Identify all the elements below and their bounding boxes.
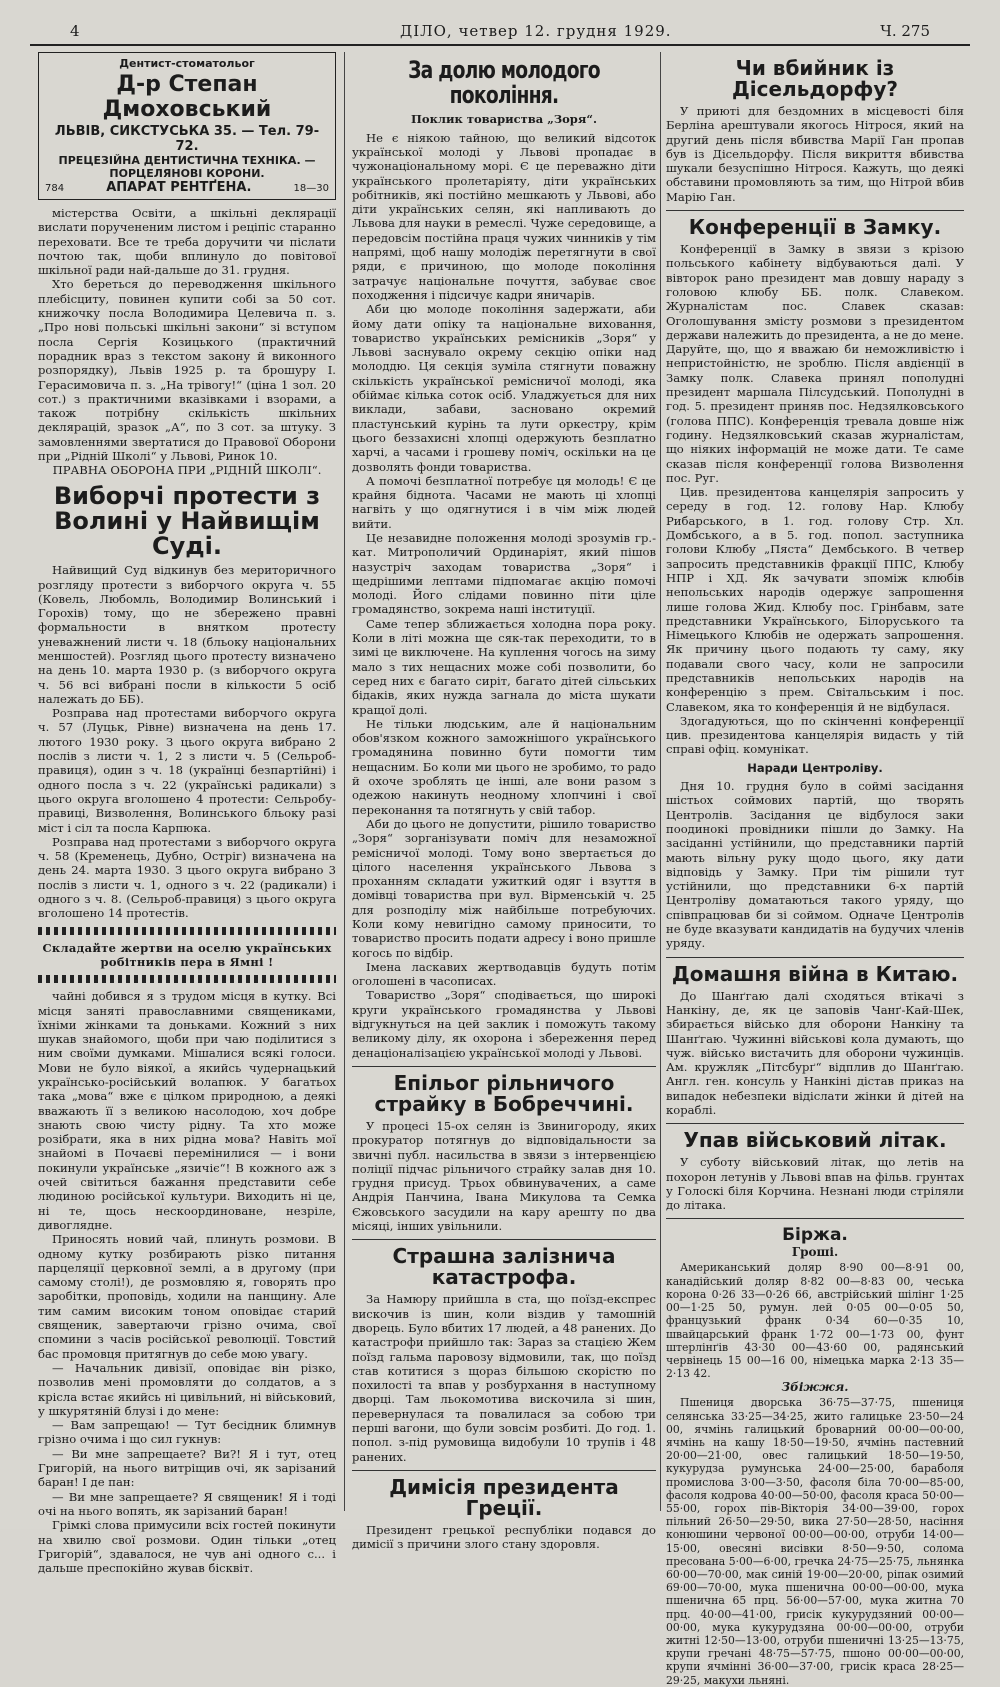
ad-footer: [45, 180, 329, 195]
column-2: [352, 52, 656, 1552]
article-paragraph: Розправа над протестами з виборчого округа ч. 58 (Кременець, Дубно, Остріг) визначена на день 24. марта 1930. З цього округа вибрано 3 послів з листи ч. 1, одного з ч. 22 (радикали) і одного з ч. 8. (Сельроб-правиця) з цього округа вголошено 14 протестів.: [38, 834, 336, 921]
subheadline: Поклик товариства „Зоря“.: [411, 112, 597, 127]
ad-title: Дентист-стоматольог: [119, 57, 255, 70]
column-3: [666, 52, 964, 1687]
article-paragraph: Здогадуються, що по скінченні конференції цив. президентова канцелярія видасть у тій справі офіц. комунікат.: [666, 713, 964, 757]
masthead-line: ДІЛО, четвер 12. грудня 1929.: [400, 22, 672, 40]
issue-number: Ч. 275: [880, 22, 930, 40]
section-divider: [666, 1123, 964, 1124]
article-paragraph: Імена ласкавих жертводавців будуть потім оголошені в часописах.: [352, 959, 656, 989]
article-paragraph: Президент грецької республіки подався до димісії з причини злого стану здоровля.: [352, 1522, 656, 1552]
headline-castle-conferences: Конференції в Замку.: [688, 215, 942, 240]
article-paragraph: У приюті для бездомних в місцевості біля Берліна арештували якогось Нітрося, який на другий день після вбивства Марії Ган пропав був із Дісельдорфу. Після викриття вбивства шукали безуспішно Нітрося. Кажуть, що деякі обставини промовляють за тим, що Нітрой вбив Марію Ган.: [666, 104, 964, 204]
article-paragraph: Приносять новий чай, плинуть розмови. В одному кутку розбирають різко питання парцеляції церковної землі, а в другому (при самому столі!), де розмовляю я, говорять про заробітки, проповідь, ходили на панщину. Але тим самим високим тоном оповідає старий священик, завертаючи грізно очима, свої спомини з часів російської революції. Товстий бас промовця притягнув до себе мою увагу.: [38, 1232, 336, 1361]
section-divider: [352, 1470, 656, 1471]
article-signature: ПРАВНА ОБОРОНА ПРИ „РІДНІЙ ШКОЛІ“.: [52, 463, 322, 478]
section-divider: [666, 1218, 964, 1219]
page-number: 4: [70, 22, 80, 40]
article-paragraph: Товариство „Зоря“ сподівається, що широкі круги українського громадянства у Львові відгукнуться на цей заклик і поможуть такому великому ділу, як охорона і збереження перед денаціоналізацією української молоді у Львові.: [352, 988, 656, 1060]
ad-xray: АПАРАТ РЕНТҐЕНА.: [106, 180, 252, 195]
article-paragraph: А помочі безплатної потребує ця молодь! Є це крайня біднота. Часами не мають ці хлопці нагвіть у що одягнутися і в чім між людей вийти.: [352, 473, 656, 531]
subheading-centroliv: Наради Центроліву.: [747, 760, 883, 775]
exchange-money-text: Американський доляр 8·90 00—8·91 00, канадійський доляр 8·82 00—8·83 00, чеська корона 0·26 33—0·26 66, австрійський шілінг 1·25 00—1·25 50, румун. лей 0·05 00—0·05 50, французький франк 0·34 60—0·35 10, швайцарський франк 1·72 00—1·73 00, фунт штерлінґів 43·30 00—43·60 00, радянський червінець 15 00—16 00, німецька марка 2·13 35—2·13 42.: [666, 1261, 964, 1381]
ornament-divider: [38, 927, 336, 935]
donation-notice: Складайте жертви на оселю українських робітників пера в Ямні !: [42, 940, 332, 969]
section-divider: [666, 210, 964, 211]
section-divider: [666, 957, 964, 958]
headline-young-generation: За долю молодого покоління.: [408, 56, 600, 110]
column-rule: [660, 52, 661, 1511]
page-header: [30, 22, 970, 46]
headline-strike-epilogue: Епільог рільничого страйку в Бобреччині.: [374, 1070, 634, 1116]
article-paragraph: У процесі 15-ох селян із Звинигороду, яких прокуратор потягнув до відповідальности за звичні публ. насильства в звязи з інтервенцією поліції підчас рільничого страйку залав дня 10. грудня присуд. Трьох обвинувачених, а саме Андрія Панчина, Івана Микулова та Семка Єжовського засудили на кару арешту по два місяці, інших увільнили.: [352, 1118, 656, 1234]
article-paragraph: Конференції в Замку в звязи з крізою польського кабінету відбуваються далі. У вівторок рано президент мав довшу нараду з головою клюбу ББ. полк. Славеком. Журналістам пос. Славек сказав: Оголошування змісту розмови з президентом держави належить до президента, а не до мене. Даруйте, що, що я вважаю би неможливістю і непристойністю, не зроблю. Після авдієнції в Замку полк. Славека принял пополудні президент маршала Пілсудський. Пополудні в год. 5. президент приняв пос. Недзялковського (голова ППС). Конференція тревала довше ніж годину. Недзялковський сказав журналістам, що ніяких інформацій не може дати. Те саме сказав після конференції голова Визволення пос. Руг.: [666, 242, 964, 485]
article-paragraph: Дня 10. грудня було в соймі засідання шістьох соймових партій, що творять Центролів. Засідання це відбулося заки поодинокі провідники пішли до Замку. На засіданні устійнили, що представники партій мають вільну руку щодо цього, яку дати відповідь у Замку. При тім рішили тут устійнили, що представники 6-х партій Центроліву доматаються такого уряду, що співпрацював би зі соймом. Одначе Центролів не буде вказувати кандидатів на будучих членів уряду.: [666, 779, 964, 951]
exchange-money-subtitle: Гроші.: [791, 1245, 839, 1260]
column-rule: [344, 52, 345, 1511]
ad-address: ЛЬВІВ, СИКСТУСЬКА 35. — Тел. 79-72.: [54, 124, 320, 154]
exchange-title: Біржа.: [782, 1225, 848, 1246]
article-paragraph: Це незавидне положення молоді зрозумів гр.-кат. Митрополичий Ординаріят, який пішов назустріч заходам товариства „Зоря“ і щедрішими лептами підпомагає акцію помочі молоді. Його слідами повинно піти ціле громадянство, зокрема наші інституції.: [352, 530, 656, 617]
headline-china-war: Домашня війна в Китаю.: [671, 961, 959, 986]
exchange-grain-subtitle: Збіжжя.: [781, 1380, 849, 1395]
section-divider: [352, 1239, 656, 1240]
article-paragraph: Найвищий Суд відкинув без мериторичного розгляду протести з виборчого округа ч. 55 (Ковель, Любомль, Володимир Волинський і Горохів) тому, що не збережено правні формальности в внятком протесту уневажнений листи ч. 18 (бльоку національних меншостей). Розгляд цього протесту визначено на день 10. марта 1930 р. (з виборчого округа ч. 56 всі вибрані посли в кількости 5 осіб належать до ББ).: [38, 563, 336, 706]
headline-plane-crash: Упав військовий літак.: [683, 1128, 947, 1153]
ad-name: Д-р Степан Дмоховський: [102, 72, 272, 122]
article-paragraph: Не є ніякою тайною, що великий відсоток української молоді у Львові пропадає в чужонаціональному морі. Є це переважно діти українського пролетаріяту, діти українських робітників, які постійно мешкають у Львові, або діти українських селян, які напливають до Львова для науки в ремеслі. Чуже середовище, а передовсім постійна праця чужих чинників у тім напрямі, щоб нашу молодіж перетягнути в свої ряди, є причиною, що молоде покоління затрачує національне почуття, забуває своє походження і підсичує кадри яничарів.: [352, 130, 656, 302]
ornament-divider: [38, 975, 336, 983]
dentist-advertisement: [38, 52, 336, 200]
exchange-section: [666, 1225, 964, 1686]
article-paragraph: Саме тепер зближається холодна пора року. Коли в літі можна ще сяк-так переходити, то в зимі це виключене. На куплення чогось на зиму мало з тих нещасних може собі позволити, бо серед них є багато сиріт, багато дітей сільських бідаків, яких нужда загнала до міста шукати кращої долі.: [352, 616, 656, 717]
article-paragraph: До Шанґгаю далі сходяться втікачі з Нанкіну, де, як це заповів Чанґ-Кай-Шек, збирається військо для оборони Нанкіну та Шанґгаю. Чужинні військові кола думають, що чуж. військо вистачить для оборони чужинців. Ам. кружляк „Пітсбурґ“ відплив до Шанґгаю. Англ. ген. консуль у Нанкіні дістав приказ на випадок небезпеки відіслати жінки й дітей на кораблі.: [666, 988, 964, 1117]
column-1: [38, 52, 336, 1576]
ad-services: ПРЕЦЕЗІЙНА ДЕНТИСТИЧНА ТЕХНІКА. — ПОРЦЕЛЯНОВІ КОРОНИ.: [58, 154, 316, 180]
exchange-grain-text: Пшениця дворська 36·75—37·75, пшениця селянська 33·25—34·25, жито галицьке 23·50—24 00, ячмінь галицький броварний 00·00—00·00, ячмінь на кашу 18·50—19·50, ячмінь пастевний 20·00—21·00, овес галицький 18·50—19·50, кукурудза румунська 24·00—25·00, бараболя промислова 3·00—3·50, фасоля біла 70·00—85·00, фасоля кодрова 40·00—50·00, фасоля краса 50·00—55·00, горох пів-Вікторія 34·00—39·00, горох пільний 26·50—29·50, вика 27·50—28·50, насіння конюшини червоної 00·00—00·00, отруби 14·00—15·00, овесяні висівки 8·50—9·50, солома пресована 5·00—6·00, гречка 24·75—25·75, льнянка 60·00—70·00, мак синій 19·00—20·00, ріпак озимий 69·00—70·00, мука пшенична 00·00—00·00, мука пшенична 65 прц. 56·00—57·00, мука житна 70 прц. 40·00—41·00, грисік кукурудзяний 00·00—00·00, мука кукурудзяна 00·00—00·00, отруби житні 12·50—13·00, отруби пшеничні 13·25—13·75, крупи гречані 48·75—57·75, пшоно 00·00—00·00, крупи ячмінні 36·00—37·00, грисік краса 28·25—29·25, макухи льняні.: [666, 1396, 964, 1687]
article-paragraph: За Намюру прийшла в ста, що поїзд-експрес вискочив із шин, коли віздив у тамошній дворець. Було вбитих 17 людей, а 48 ранених. До катастрофи прийшло так: Зараз за стацією Жем поїзд гальма паровозу відмовили, так, що поїзд став котитися з щораз більшою скорістю по похилості та впав у розбурхання в наступному дворці. Там льокомотива вискочила зі шин, перевернулася та повалилася за собою три перші вагони, що були зовсім розбиті. До год. 1. попол. з-під румовища видобули 10 трупів і 48 ранених.: [352, 1292, 656, 1464]
article-paragraph: — Начальник дивізії, оповідає він різко, позволив мені промовляти до солдатов, а з крісла встає якийсь ні цивільний, ні військовий, у шкурятяній блузі і до мене:: [38, 1360, 336, 1418]
article-paragraph: Аби цю молоде покоління задержати, аби йому дати опіку та національне виховання, товариство українських ремісників „Зоря“ у Львові заснувало окрему секцію опіки над молоддю. Ця секція зуміла стягнути поважну скількість української ремісничої молоді, яка обіймає кілька соток осіб. Уладжується для них виклади, забави, засновано окремий пластунський курінь та лути оркестру, крім цього беззахисні хлопці одержують безплатно харчі, а часами і грошеву поміч, оскільки на це дозволять фонди товариства.: [352, 302, 656, 474]
article-paragraph: — Ви мне запрещаете? Ви?! Я і тут, отец Григорій, на нього витріщив очі, як зарізаний баран! І де пан:: [38, 1446, 336, 1490]
article-paragraph: — Вам запрещаю! — Тут бесідник блимнув грізно очима і що сил гукнув:: [38, 1418, 336, 1447]
article-paragraph: У суботу військовий літак, що летів на похорон летунів у Львові впав на фільв. грунтах у Голоскі біля Корчина. Незнані люди стріляли до літака.: [666, 1155, 964, 1213]
headline-dusseldorf: Чи вбийник із Дісельдорфу?: [731, 56, 899, 101]
article-paragraph: Хто береться до переводження шкільного плебісциту, повинен купити собі за 50 сот. книжочку посла Володимира Целевича п. з. „Про нові польські шкільні закони“ зі вступом посла Сергія Козицького (практичний порадник враз з текстом закону й виконного розпорядку), Львів 1925 р. та брошуру І. Герасимовича п. з. „На трівогу!“ (ціна 1 зол. 20 сот.) з практичними вказівками і взорами, а також потрібну скількість шкільних деклярацій, зразок „А“, по 3 сот. за штуку. З замовленнями звертатися до Правової Оборони при „Рідній Школі“ у Львові, Ринок 10.: [38, 277, 336, 464]
article-paragraph: містерства Освіти, а шкільні деклярації вислати поручененим листом і реціпіс старанно переховати. Все те треба доручити чи післати почтою так, щоби вплинуло до повітової шкільної ради най-дальше до 31. грудня.: [38, 206, 336, 278]
ad-left-num: 784: [45, 183, 65, 194]
article-paragraph: Розправа над протестами виборчого округа ч. 57 (Луцьк, Рівне) визначена на день 17. лютого 1930 року. З цього округа вибрано 2 послів з листи ч. 1, 2 з листи ч. 5 (Сельроб-правиця), один з ч. 18 (українці безпартійні) і одного посла з ч. 22 (українські радикали) з цього округа вголошено 4 протести: Сельробу-правиці, Визволення, Волинського бльоку разі міст і сіл та посла Карпюка.: [38, 706, 336, 835]
headline-greek-president: Димісія президента Греції.: [389, 1474, 619, 1520]
headline-rail-catastrophe: Страшна залізнича катастрофа.: [392, 1244, 616, 1290]
article-paragraph: Не тільки людським, але й національним обов'язком кожного заможнішого українського громадянина повинно бути помогти тим нещасним. Бо коли ми цього не зробимо, то радо й охоче зроблять це інші, але вони разом з одежою накинуть неодному хлопчині і свої переконання та потягнуть у свій табор.: [352, 716, 656, 817]
article-paragraph: — Ви мне запрещаете? Я священик! Я і тоді очі на нього вопять, як зарізаний баран!: [38, 1489, 336, 1518]
article-paragraph: Грімкі слова примусили всіх гостей покинути на хвилю свої розмови. Один тільки „отец Григорій“, здавалося, не чув ані одного с... і дальше преспокійно жував бісквіт.: [38, 1518, 336, 1576]
ad-right-num: 18—30: [293, 183, 329, 194]
article-paragraph: Аби до цього не допустити, рішило товариство „Зоря“ зорганізувати поміч для незаможної ремісничої молоді. Тому воно звертається до цілого населення українського Львова з проханням складати ужиткий одяг і взуття в домівці товариства при вул. Вірменській ч. 25 для розподілу між найбільше потребуючих. Коли кому невигідно самому приносити, то товариство просить подати адресу і воно пришле когось по відбір.: [352, 816, 656, 960]
headline-volyn-protests: Виборчі протести з Волині у Найвищім Суді.: [53, 481, 321, 561]
article-paragraph: чайні добився я з трудом місця в кутку. Всі місця заняті православними священиками, їхніми жінками та доньками. Кожний з них шукав знайомого, щоби при чаю поділитися з ним своїми думками. Мішалися всякі голоси. Мови не було віякої, а якийсь чудернацький українсько-російський волапюк. У багатьох така „мова“ вже є цілком природною, а деякі вважають її з великою насолодою, хоч добре знають свою чисту рідну. Та хто може розібрати, яка в них рідна мова? Навіть мої знайомі в Почаєві перемінилися — і вони покинули українське „язичіє“! В кожного аж з очей світиться бажання представити себе людиною російської культури. Виходить ні це, ні те, щось нескоординоване, незріле, дивоглядне.: [38, 989, 336, 1232]
section-divider: [352, 1066, 656, 1067]
article-paragraph: Цив. президентова канцелярія запросить у середу в год. 12. голову Нар. Клюбу Рибарського, в 1. год. голову Стр. Хл. Домбського, а в 5. год. попол. заступника голови Клюбу „Пяста“ Дембського. В четвер запросить представників фракції ППС, Клюбу НПР і ХД. Як зачувати зпоміж клюбів непольських народів одержує запрошення лише голова Жид. Клюбу пос. Грінбавм, зате представники Українського, Білоруського та Німецького Клюбів не одержать запрошення. Як причину цього подають ту саму, яку подавали свого часу, коли не запросили представників непольських народів на конференцію з прем. Світальським і пос. Славеком, яка то конференція й не відбулася.: [666, 485, 964, 714]
